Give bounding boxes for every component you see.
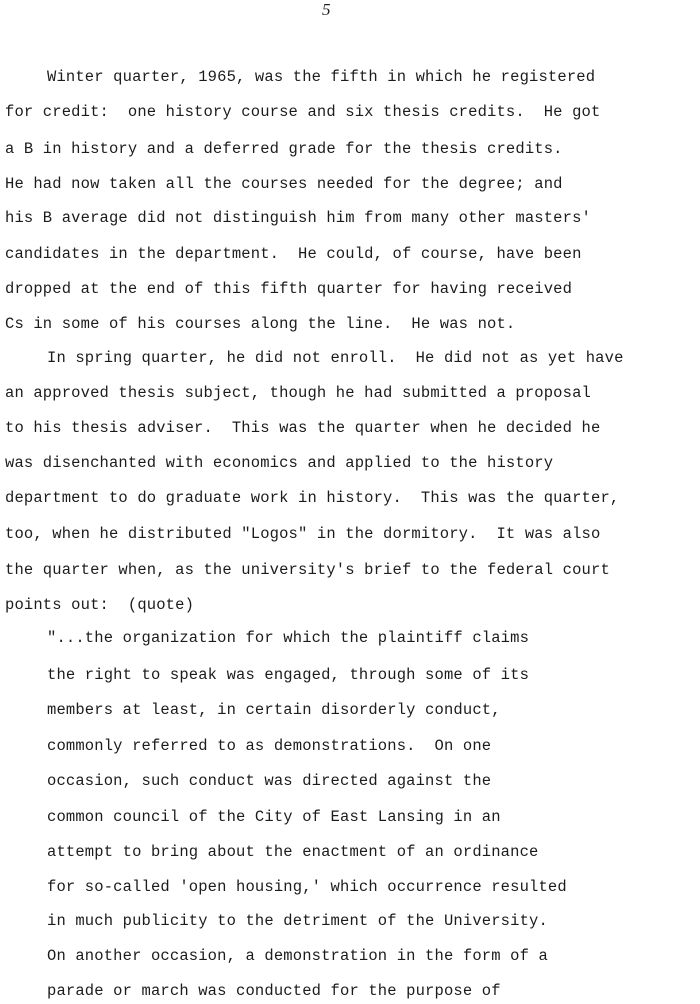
page-number: 5 — [322, 0, 331, 19]
quote-line-5: occasion, such conduct was directed against the — [47, 772, 492, 790]
paragraph-1-line-8: Cs in some of his courses along the line. He was not. — [5, 315, 516, 333]
paragraph-2-line-8: points out: (quote) — [5, 596, 195, 614]
quote-line-1: "...the organization for which the plaintiff claims — [47, 629, 530, 647]
paragraph-2-line-2: an approved thesis subject, though he had submitted a proposal — [5, 384, 591, 402]
paragraph-2-line-4: was disenchanted with economics and applied to the history — [5, 454, 554, 472]
paragraph-1-line-7: dropped at the end of this fifth quarter for having received — [5, 280, 573, 298]
paragraph-2-line-5: department to do graduate work in history. This was the quarter, — [5, 489, 620, 507]
quote-line-2: the right to speak was engaged, through some of its — [47, 666, 530, 684]
paragraph-1-line-5: his B average did not distinguish him from many other masters' — [5, 209, 591, 227]
paragraph-1-line-6: candidates in the department. He could, of course, have been — [5, 245, 582, 263]
paragraph-1-line-3: a B in history and a deferred grade for the thesis credits. — [5, 140, 563, 158]
paragraph-2-line-7: the quarter when, as the university's brief to the federal court — [5, 561, 610, 579]
quote-line-4: commonly referred to as demonstrations. On one — [47, 737, 492, 755]
quote-line-11: parade or march was conducted for the purpose of — [47, 982, 501, 1000]
quote-line-3: members at least, in certain disorderly conduct, — [47, 701, 501, 719]
quote-line-7: attempt to bring about the enactment of an ordinance — [47, 843, 539, 861]
paragraph-2-line-6: too, when he distributed "Logos" in the dormitory. It was also — [5, 525, 601, 543]
paragraph-2-line-3: to his thesis adviser. This was the quarter when he decided he — [5, 419, 601, 437]
quote-line-6: common council of the City of East Lansing in an — [47, 808, 501, 826]
quote-line-8: for so-called 'open housing,' which occurrence resulted — [47, 878, 567, 896]
quote-line-10: On another occasion, a demonstration in the form of a — [47, 947, 548, 965]
paragraph-1-line-4: He had now taken all the courses needed for the degree; and — [5, 175, 563, 193]
quote-line-9: in much publicity to the detriment of the University. — [47, 912, 548, 930]
paragraph-1-line-2: for credit: one history course and six thesis credits. He got — [5, 103, 601, 121]
paragraph-1-line-1: Winter quarter, 1965, was the fifth in which he registered — [47, 68, 596, 86]
paragraph-2-line-1: In spring quarter, he did not enroll. He did not as yet have — [47, 349, 624, 367]
